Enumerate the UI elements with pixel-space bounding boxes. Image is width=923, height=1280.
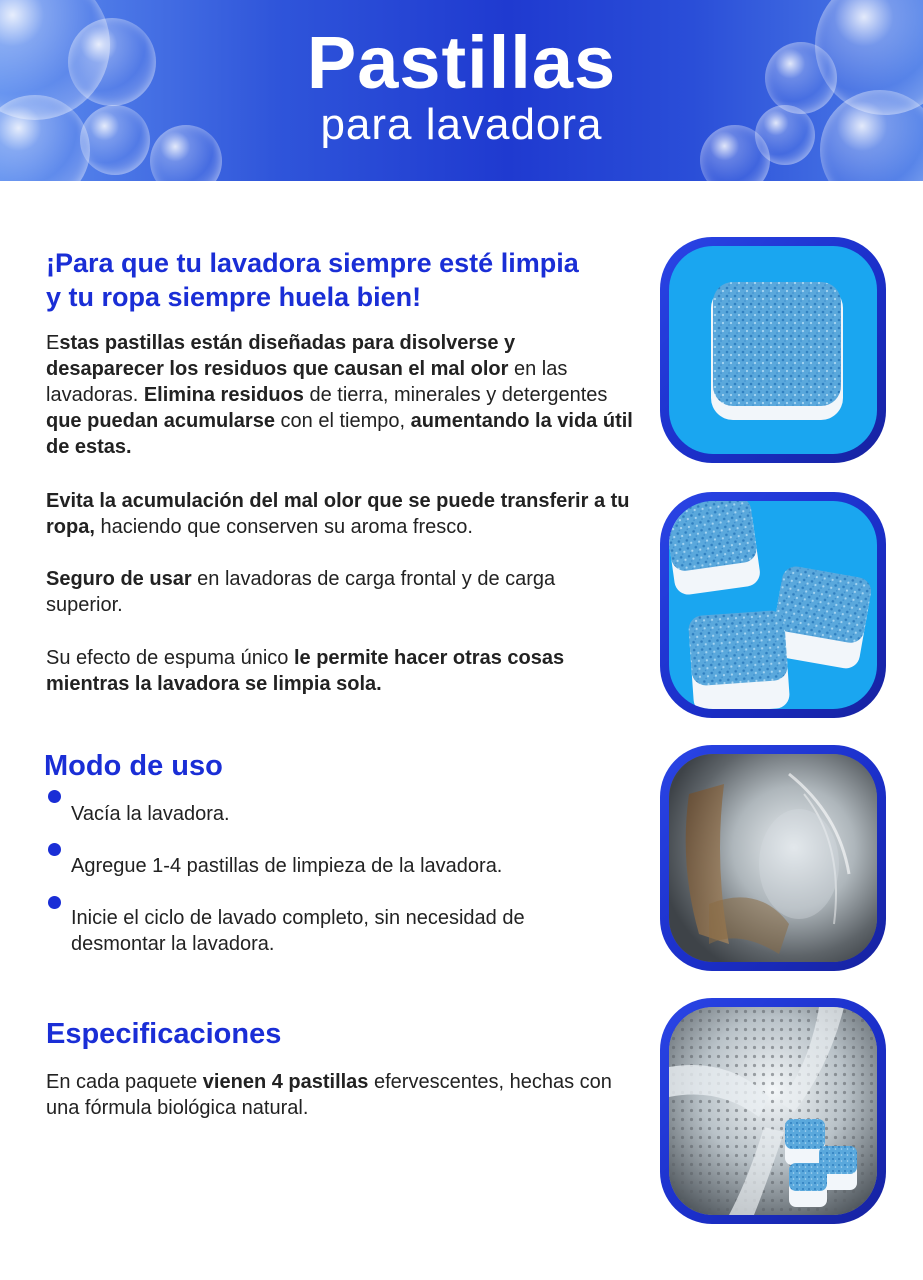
image-content — [669, 501, 877, 709]
three-tablets-image — [660, 492, 886, 718]
intro-paragraph-4 — [46, 645, 636, 697]
text-span: haciendo que conserven su aroma fresco. — [94, 516, 473, 538]
text-span: de tierra, minerales y detergentes — [303, 384, 608, 406]
usage-step-1: Vacía la lavadora. — [71, 803, 230, 825]
image-content — [669, 754, 877, 962]
intro-heading-line2: y tu ropa siempre huela bien! — [46, 282, 422, 312]
intro-paragraph-2 — [46, 488, 636, 540]
tablets-icon — [669, 501, 877, 709]
text-bold: Evita la acumulación del mal olor que se puede transferir a tu ropa, — [46, 490, 630, 538]
specs-heading: Especificaciones — [46, 1018, 282, 1050]
text-span: en las lavadoras. — [46, 358, 568, 406]
image-content — [669, 246, 877, 454]
bullet-dot — [48, 790, 61, 803]
specs-paragraph — [46, 1069, 636, 1121]
text-span: efervescentes, hechas con una fórmula biológica natural. — [46, 1071, 612, 1119]
bullet-dot — [48, 843, 61, 856]
usage-heading: Modo de uso — [44, 750, 223, 782]
text-bold: Elimina residuos — [143, 384, 304, 406]
text-span: En cada paquete — [46, 1071, 203, 1093]
single-tablet-image — [660, 237, 886, 463]
intro-heading-line1: ¡Para que tu lavadora siempre esté limpia — [46, 248, 579, 278]
text-span: en lavadoras de carga frontal y de carga superior. — [46, 568, 556, 616]
tablet-icon — [669, 246, 877, 454]
text-span: E — [46, 332, 60, 354]
text-bold: que puedan acumularse — [46, 410, 275, 432]
text-bold: aumentando la vida útil de estas. — [46, 410, 633, 458]
usage-step-2: Agregue 1-4 pastillas de limpieza de la lavadora. — [71, 855, 503, 877]
clean-drum-with-tablets-image — [660, 998, 886, 1224]
bullet-dot — [48, 896, 61, 909]
text-bold: vienen 4 pastillas — [202, 1071, 369, 1093]
text-span: Su efecto de espuma único — [46, 647, 294, 669]
dirty-drum-image — [660, 745, 886, 971]
intro-heading — [46, 246, 646, 314]
header-banner — [0, 0, 923, 181]
text-bold: le permite hacer otras cosas mientras la lavadora se limpia sola. — [46, 647, 565, 695]
text-bold: Seguro de usar — [46, 568, 192, 590]
drum-icon — [669, 754, 877, 962]
intro-paragraph-3 — [46, 566, 636, 618]
image-content — [669, 1007, 877, 1215]
text-bold: stas pastillas están diseñadas para disolverse y desaparecer los residuos que causan el mal olor — [46, 332, 516, 380]
drum-tablets-icon — [669, 1007, 877, 1215]
usage-step-3: Inicie el ciclo de lavado completo, sin necesidad de desmontar la lavadora. — [71, 907, 525, 955]
intro-paragraph-1 — [46, 330, 636, 460]
text-span: con el tiempo, — [274, 410, 411, 432]
page-title: Pastillas — [306, 21, 617, 104]
page-subtitle: para lavadora — [320, 100, 603, 149]
